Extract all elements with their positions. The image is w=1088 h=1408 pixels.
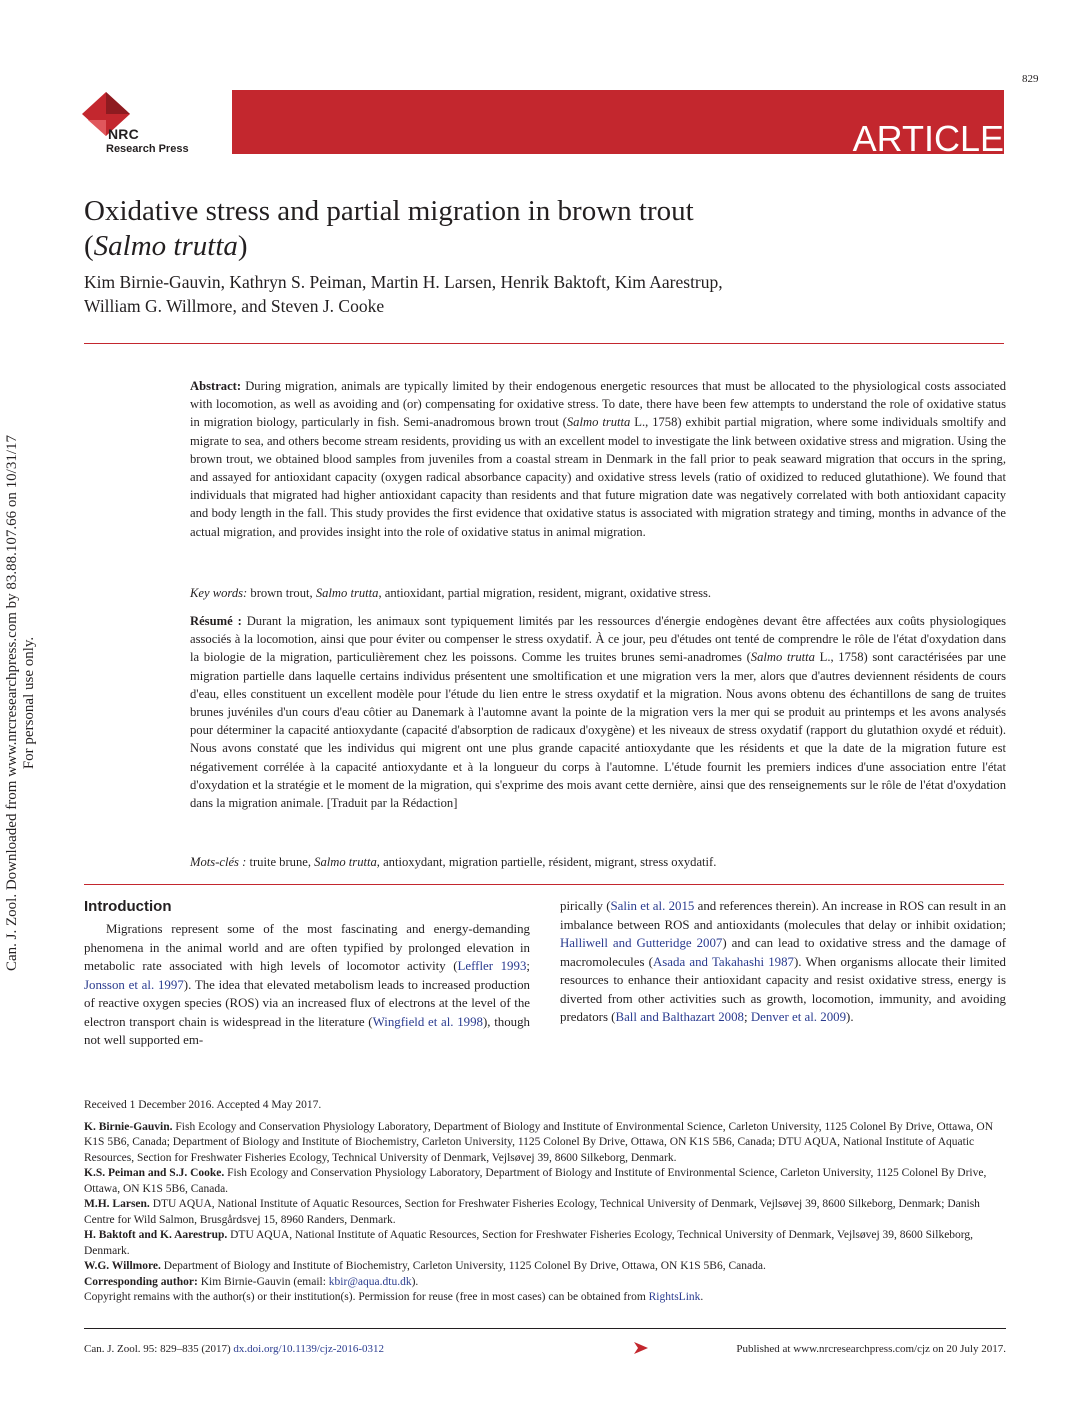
keywords [190, 584, 1006, 602]
corresponding-author-body: Kim Birnie-Gauvin (email: [197, 1275, 329, 1288]
footnotes [84, 1098, 1006, 1306]
ref-wingfield-link[interactable]: Wingfield et al. 1998 [372, 1014, 483, 1029]
citation-footer [84, 1343, 384, 1355]
affiliation-5 [84, 1259, 1006, 1275]
affiliation-1 [84, 1120, 1006, 1167]
affiliation-4 [84, 1228, 1006, 1259]
intro-left-text-c: ), though not well supported em- [84, 1014, 531, 1047]
authors-line-2: William G. Willmore, and Steven J. Cooke [84, 296, 385, 316]
motscles-text-1: truite brune, [246, 855, 315, 869]
keywords-lead: Key words: [190, 586, 248, 600]
resume-text-1: Durant la migration, les animaux sont typiquement limités par les ressources d'énergie endogènes devant être affectées aux coûts physiologiques associés à la locomotion, ainsi que pour éviter ou compenser le stress oxydatif. À ce jour, peu d'études ont tenté de comprendre le rôle de l'état d'oxydation dans la biologie de la migration, particulièrement chez les poissons. Comme les truites brunes semi-anadromes ( [190, 614, 1006, 665]
ref-salin-link[interactable]: Salin et al. 2015 [610, 899, 695, 913]
keywords-text-1: brown trout, [247, 586, 316, 600]
affiliation-2 [84, 1166, 1006, 1197]
affiliation-1-head: K. Birnie-Gauvin. [84, 1120, 173, 1133]
citation-text: Can. J. Zool. 95: 829–835 (2017) [84, 1343, 234, 1355]
intro-column-right [560, 897, 1006, 1027]
intro-right-text-c: ) and can lead to oxidative stress and the damage of macromolecules ( [560, 936, 1007, 969]
logo-brand: NRC [108, 126, 139, 142]
ref-ball-link[interactable]: Ball and Balthazart 2008 [615, 1010, 744, 1024]
intro-column-left [84, 920, 530, 1050]
page-number: 829 [1022, 73, 1039, 85]
abstract-species: Salmo trutta [566, 415, 631, 430]
corresponding-email-link[interactable]: kbir@aqua.dtu.dk [328, 1275, 412, 1288]
corresponding-author-head: Corresponding author: [84, 1275, 198, 1288]
resume [190, 612, 1006, 812]
intro-right-text-b: and references therein). An increase in ROS can result in an imbalance between ROS and antioxidants (molecules that delay or inhibit oxidation; [560, 899, 1007, 932]
keywords-text-2: , antioxidant, partial migration, resident, migrant, oxidative stress. [378, 586, 712, 600]
authors-line-1: Kim Birnie-Gauvin, Kathryn S. Peiman, Martin H. Larsen, Henrik Baktoft, Kim Aarestrup, [84, 272, 723, 292]
affiliation-2-body: Fish Ecology and Conservation Physiology Laboratory, Department of Biology and Institute of Environmental Science, Carleton University, 1125 Colonel By Drive, Ottawa, ON K1S 5B6, Canada. [84, 1167, 987, 1195]
logo-subtitle: Research Press [106, 143, 189, 155]
abstract-text-1: During migration, animals are typically limited by their endogenous energetic resources that must be allocated to the physiological costs associated with locomotion, as well as avoiding and (or) compensating for oxidative stress. To date, there have been few attempts to understand the role of oxidative status in migration biology, particularly in fish. Semi-anadromous brown trout ( [190, 379, 1006, 430]
published-arrow-icon [634, 1342, 648, 1354]
ref-denver-link[interactable]: Denver et al. 2009 [750, 1010, 847, 1024]
affiliation-2-head: K.S. Peiman and S.J. Cooke. [84, 1167, 225, 1179]
intro-sep-2: ; [744, 1010, 751, 1024]
affiliation-4-body: DTU AQUA, National Institute of Aquatic Resources, Section for Freshwater Fisheries Ecology, Technical University of Denmark, Vejlsøvej 39, 8600 Silkeborg, Denmark. [84, 1229, 974, 1257]
title-main: Oxidative stress and partial migration in brown trout [84, 195, 694, 227]
article-title: Oxidative stress and partial migration in brown trout (Salmo trutta) [84, 195, 694, 262]
intro-right-text-e: ). [846, 1010, 854, 1024]
motscles-text-2: , antioxydant, migration partielle, résident, migrant, stress oxydatif. [376, 855, 717, 869]
copyright-text: Copyright remains with the author(s) or their institution(s). Permission for reuse (free in most cases) can be obtained from [84, 1291, 649, 1303]
download-watermark-line-2: For personal use only. [21, 636, 37, 770]
rightslink-link[interactable]: RightsLink [648, 1291, 701, 1303]
intro-right-text-a: pirically ( [560, 899, 611, 913]
affiliation-4-head: H. Baktoft and K. Aarestrup. [84, 1229, 228, 1241]
resume-lead: Résumé : [190, 614, 242, 628]
section-heading-introduction: Introduction [84, 898, 172, 915]
published-notice: Published at www.nrcresearchpress.com/cjz on 20 July 2017. [736, 1343, 1006, 1355]
intro-right-text-d: ). When organisms allocate their limited resources to enhance their antioxidant capacity and resist oxidative stress, energy is diverted from other activities such as growth, locomotion, immunity, and avoiding predators ( [560, 954, 1007, 1024]
abstract-text-2: L., 1758) exhibit partial migration, where some individuals smoltify and migrate to sea, and others become stream residents, providing us with an excellent model to investigate the link between oxidative stress and migration. Using the brown trout, we obtained blood samples from juveniles from a coastal stream in Denmark in the fall prior to peak seaward migration that occurs in the spring, and assayed for antioxidant capacity (oxygen radical absorbance capacity) and oxidative stress levels (ratio of oxidized to reduced glutathione). We found that individuals that migrated had higher antioxidant capacity than residents and that future migration date was negatively correlated with both antioxidant capacity and body length in the fall. This study provides the first evidence that oxidative status is associated with migration strategy and timing, months in advance of the actual migration, and provides insight into the role of oxidative status in animal migration. [190, 415, 1006, 539]
copyright-notice [84, 1290, 1006, 1306]
affiliation-3 [84, 1197, 1006, 1228]
ref-leffler-link[interactable]: Leffler 1993 [457, 959, 527, 973]
ref-halliwell-link[interactable]: Halliwell and Gutteridge 2007 [560, 936, 723, 950]
mots-cles [190, 853, 1006, 871]
received-dates: Received 1 December 2016. Accepted 4 May 2017. [84, 1099, 322, 1111]
footer-rule [84, 1328, 1006, 1329]
corresponding-author [84, 1275, 1006, 1291]
ref-jonsson-link[interactable]: Jonsson et al. 1997 [84, 977, 184, 992]
header-rule [84, 343, 1004, 344]
download-watermark-line-1: Can. J. Zool. Downloaded from www.nrcresearchpress.com by 83.88.107.66 on 10/31/17 [4, 435, 20, 972]
motscles-lead: Mots-clés : [190, 855, 247, 869]
intro-sep-1: ; [526, 959, 530, 973]
affiliation-5-body: Department of Biology and Institute of Biochemistry, Carleton University, 1125 Colonel By Drive, Ottawa, ON K1S 5B6, Canada. [160, 1260, 766, 1272]
affiliation-3-body: DTU AQUA, National Institute of Aquatic Resources, Section for Freshwater Fisheries Ecology, Technical University of Denmark, Vejlsøvej 39, 8600 Silkeborg, Denmark; Danish Centre for Wild Salmon, Brusgårdsvej 15, 8960 Randers, Denmark. [84, 1198, 980, 1226]
ref-asada-link[interactable]: Asada and Takahashi 1987 [652, 954, 794, 969]
intro-left-text-b: ). The idea that elevated metabolism leads to increased production of reactive oxygen species (ROS) via an increased flux of electrons at the level of the electron transport chain is widespread in the literature ( [84, 977, 531, 1029]
corresponding-author-end: ). [411, 1275, 419, 1288]
banner-label: ARTICLE [852, 118, 1004, 159]
motscles-species: Salmo trutta [314, 855, 377, 869]
abstract-rule [84, 884, 1004, 885]
affiliation-5-head: W.G. Willmore. [84, 1260, 161, 1272]
abstract-lead: Abstract: [190, 379, 242, 393]
doi-link[interactable]: dx.doi.org/10.1139/cjz-2016-0312 [233, 1343, 385, 1355]
keywords-species: Salmo trutta [315, 586, 379, 600]
title-species: Salmo trutta [93, 230, 238, 262]
affiliation-1-body: Fish Ecology and Conservation Physiology Laboratory, Department of Biology and Institute of Environmental Science, Carleton University, 1125 Colonel By Drive, Ottawa, ON K1S 5B6, Canada; Department of Biology and Institute of Biochemistry, Carleton University, 1125 Colonel By Drive, Ottawa, ON K1S 5B6, Canada; DTU AQUA, National Institute of Aquatic Resources, Section for Freshwater Fisheries Ecology, Technical University of Denmark, Vejlsøvej 39, 8600 Silkeborg, Denmark. [84, 1120, 994, 1164]
download-watermark [4, 378, 38, 1028]
resume-species: Salmo trutta [750, 650, 815, 665]
copyright-end: . [700, 1291, 704, 1303]
abstract [190, 377, 1006, 541]
author-list [84, 270, 984, 318]
resume-text-2: L., 1758) sont caractérisées par une migration partielle dans laquelle certains individus présentent une smoltification et une migration vers la mer, alors que d'autres deviennent résidents de cours d'eau, elles constituent un excellent modèle pour l'étude du lien entre le stress oxydatif et la migration. Nous avons obtenu des échantillons de sang de truites brunes juvéniles d'un cours d'eau côtier au Danemark à l'automne avant la pointe de la migration vers la mer qui se produit au printemps et les avons analysés pour déterminer la capacité antioxydante (capacité d'absorption de radicaux d'oxygène) et les niveaux de stress oxydatif (rapport du glutathion oxydé et réduit). Nous avons constaté que les individus qui migrent ont une plus grande capacité antioxydante que les résidents et que la date de la migration future est négativement corrélée à la capacité antioxydante et à la longueur du corps à l'automne. L'étude fournit les premiers indices d'une association entre l'état d'oxydation et la stratégie et le moment de la migration, qui s'exprime des mois avant cette dernière, ainsi que des renseignements sur le rôle de l'état d'oxydation dans la migration animale. [Traduit par la Rédaction] [190, 650, 1006, 811]
intro-left-text-a: Migrations represent some of the most fascinating and energy-demanding phenomena in the animal world and are often typified by prolonged elevation in metabolic rate associated with high levels of locomotor activity ( [84, 922, 530, 973]
affiliation-3-head: M.H. Larsen. [84, 1198, 150, 1210]
